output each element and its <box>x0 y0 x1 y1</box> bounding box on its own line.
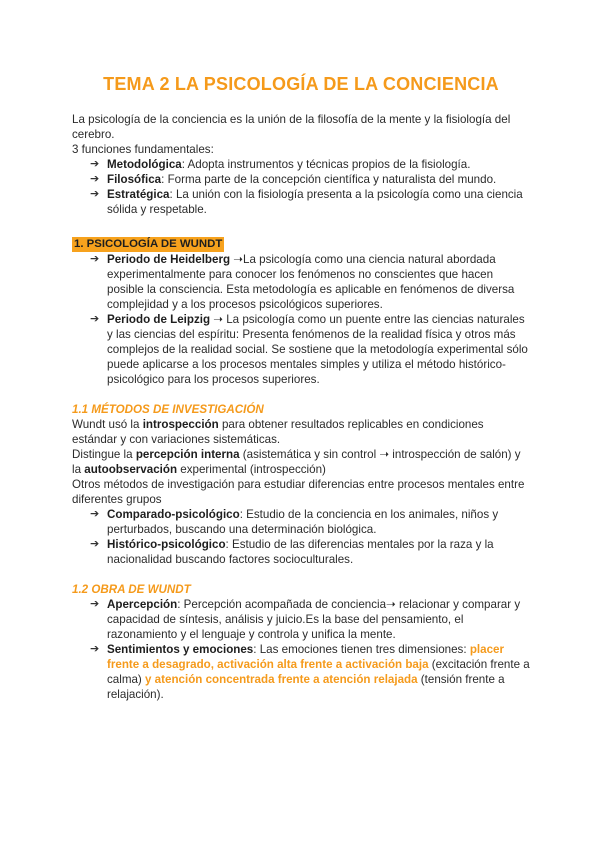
list-item <box>90 537 530 567</box>
list-item-term: Apercepción <box>107 598 178 611</box>
list-item <box>90 157 530 172</box>
list-item-term: Sentimientos y emociones <box>107 643 254 656</box>
list-item-term: Metodológica <box>107 158 182 171</box>
list-item-text: : Estudio de la conciencia en los animales, niños y perturbados, buscando una determinación biológica. <box>107 508 499 536</box>
text-run: Wundt usó la <box>72 418 143 431</box>
list-item-text: : La unión con la fisiología presenta a la psicología como una ciencia sólida y respetable. <box>107 188 523 216</box>
arrow-icon: ➔ <box>90 643 100 655</box>
list-item-term: Histórico-psicológico <box>107 538 226 551</box>
list-item <box>90 507 530 537</box>
methods-paragraph-3: Otros métodos de investigación para estudiar diferencias entre procesos mentales entre diferentes grupos <box>72 478 525 506</box>
list-item-term: Periodo de Leipzig <box>107 313 211 326</box>
text-run: Distingue la <box>72 448 136 461</box>
functions-list <box>72 157 530 217</box>
intro-paragraph: La psicología de la conciencia es la unión de la filosofía de la mente y la fisiología del cerebro. <box>72 113 511 141</box>
arrow-icon: ➔ <box>90 158 100 170</box>
list-item-term: Estratégica <box>107 188 170 201</box>
list-item-text: (excitación frente a calma) <box>107 658 530 686</box>
arrow-icon: ➔ <box>90 538 100 550</box>
list-item-term: Periodo de Heidelberg <box>107 253 231 266</box>
list-item <box>90 252 530 312</box>
list-item-text: : Estudio de las diferencias mentales por la raza y la nacionalidad buscando factores socioculturales. <box>107 538 494 566</box>
highlighted-text: placer frente a desagrado, activación alta frente a activación baja <box>107 643 504 671</box>
list-item-term: Filosófica <box>107 173 162 186</box>
list-item-text: : Percepción acompañada de conciencia➝ relacionar y comparar y capacidad de síntesis, análisis y juicio.Es la base del pensamiento, el razonamiento y el lenguaje y controla y unifica la mente. <box>107 598 521 641</box>
list-item-text: ➝ La psicología como un puente entre las ciencias naturales y las ciencias del espíritu: Presenta fenómenos de la realidad física y otros más complejos de la realidad social. Se sostiene que la metodología experimental sólo puede aplicarse a los procesos mentales simples y utiliza el método histórico-psicológico para los procesos superiores. <box>107 313 528 386</box>
methods-paragraph-2 <box>72 447 530 477</box>
bold-term: percepción interna <box>135 448 240 461</box>
list-item <box>90 597 530 642</box>
subsection-heading: 1.1 MÉTODOS DE INVESTIGACIÓN <box>72 403 264 416</box>
arrow-icon: ➔ <box>90 173 100 185</box>
text-run: para obtener resultados replicables en condiciones estándar y con variaciones sistemáticas. <box>72 418 484 446</box>
bold-term: introspección <box>142 418 219 431</box>
text-run: experimental (introspección) <box>177 463 326 476</box>
subsection-heading: 1.2 OBRA DE WUNDT <box>72 583 191 596</box>
methods-paragraph-1 <box>72 417 530 447</box>
periods-list <box>72 252 530 387</box>
section-heading: 1. PSICOLOGÍA DE WUNDT <box>74 238 223 250</box>
arrow-icon: ➔ <box>90 188 100 200</box>
list-item-text: : Adopta instrumentos y técnicas propios de la fisiología. <box>181 158 471 171</box>
list-item-term: Comparado-psicológico <box>107 508 240 521</box>
highlighted-text: y atención concentrada frente a atención relajada <box>145 673 418 686</box>
list-item <box>90 187 530 217</box>
intro-functions-label: 3 funciones fundamentales: <box>72 143 214 156</box>
list-item-text: ➝La psicología como una ciencia natural abordada experimentalmente para conocer los fenómenos no conscientes que hacen posible la consciencia. Esta metodología es aplicable en fenómenos de diversa complejidad y a los procesos psicológicos superiores. <box>107 253 515 311</box>
list-item-text: (tensión frente a relajación). <box>107 673 505 701</box>
list-item-text: : Forma parte de la concepción científica y naturalista del mundo. <box>161 173 497 186</box>
page-title: TEMA 2 LA PSICOLOGÍA DE LA CONCIENCIA <box>103 74 499 94</box>
methods-list <box>72 507 530 567</box>
list-item <box>90 642 530 702</box>
arrow-icon: ➔ <box>90 598 100 610</box>
list-item-text: : Las emociones tienen tres dimensiones: <box>253 643 470 656</box>
arrow-icon: ➔ <box>90 313 100 325</box>
list-item <box>90 312 530 387</box>
works-list <box>72 597 530 702</box>
list-item <box>90 172 530 187</box>
bold-term: autoobservación <box>84 463 178 476</box>
text-run: (asistemática y sin control ➝ introspección de salón) y la <box>72 448 521 476</box>
arrow-icon: ➔ <box>90 508 100 520</box>
arrow-icon: ➔ <box>90 253 100 265</box>
